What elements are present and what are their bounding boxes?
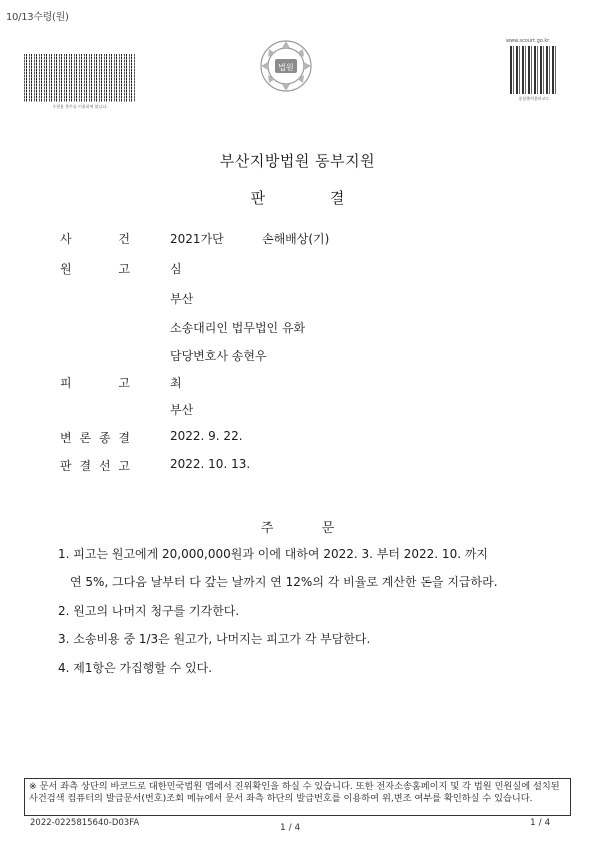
order-item-2: 2. 원고의 나머지 청구를 기각한다.: [58, 604, 240, 618]
order-heading: [0, 517, 595, 536]
label-char: 론: [79, 431, 92, 445]
label-char: 원: [60, 262, 72, 276]
value-case-number: 2021가단: [170, 232, 224, 246]
court-name: 부산지방법원 동부지원: [219, 152, 376, 170]
order-item-3: 3. 소송비용 중 1/3은 원고가, 나머지는 피고가 각 부담한다.: [58, 632, 371, 646]
document-title: [0, 187, 595, 208]
value-plaintiff-lawyer: 담당변호사 송현우: [170, 349, 267, 363]
label-char: 고: [118, 262, 130, 276]
svg-text:법원: 법원: [278, 63, 294, 72]
barcode-caption: 우편용 봉투를 이용하여 봅니다.: [52, 104, 108, 109]
label-char: 선: [98, 459, 111, 473]
value-plaintiff-counsel: 소송대리인 법무법인 유화: [170, 321, 306, 335]
label-char: 고: [118, 459, 130, 473]
verification-barcode: [24, 54, 136, 102]
label-judgment-date: [60, 457, 130, 474]
order-heading-char-1: 주: [260, 521, 274, 536]
value-judgment-date: 2022. 10. 13.: [170, 457, 251, 471]
handwritten-note: 10/13수령(원): [6, 12, 69, 23]
value-hearing-closed-date: 2022. 9. 22.: [170, 429, 243, 443]
label-defendant: [60, 374, 130, 391]
value-case-name: 손해배상(기): [262, 232, 330, 246]
qr-code: [510, 46, 558, 94]
label-char: 고: [118, 376, 130, 390]
order-item-1: 1. 피고는 원고에게 20,000,000원과 이에 대하여 2022. 3. 부터 2022. 10. 까지: [58, 547, 489, 561]
label-plaintiff: [60, 260, 130, 277]
value-defendant-name: 최: [170, 376, 182, 390]
order-heading-char-2: 문: [321, 521, 335, 536]
order-item-1-continued: 연 5%, 그다음 날부터 다 갚는 날까지 연 12%의 각 비율로 계산한 돈을 지급하라.: [70, 575, 498, 589]
scourt-url: www.scourt.go.kr: [506, 38, 550, 44]
document-issue-number: 2022-0225815640-D03FA: [30, 818, 140, 828]
label-char: 결: [79, 459, 92, 473]
label-char: 사: [60, 232, 72, 246]
label-char: 판: [60, 459, 72, 473]
value-defendant-address: 부산: [170, 403, 194, 417]
label-char: 건: [118, 232, 130, 246]
label-char: 종: [98, 431, 111, 445]
qr-caption: 종합출력용바코드: [518, 96, 550, 101]
verification-notice: ※ 문서 좌측 상단의 바코드로 대한민국법원 앱에서 진위확인을 하실 수 있습니다. 또한 전자소송홈페이지 및 각 법원 민원실에 설치된 사건검색 컴퓨터의 발급문서(번호)조회 메뉴에서 문서 좌측 하단의 발급번호를 이용하여 위,변조 여부를 확인하실 수 있습니다.: [24, 778, 571, 816]
page-number: 1 / 4: [280, 823, 301, 833]
label-case: [60, 230, 130, 247]
document-title-char-1: 판: [250, 189, 266, 207]
value-plaintiff-address: 부산: [170, 292, 194, 306]
page-number-right: 1 / 4: [530, 818, 551, 828]
document-title-char-2: 결: [329, 189, 345, 207]
order-item-4: 4. 제1항은 가집행할 수 있다.: [58, 661, 213, 675]
label-char: 피: [60, 376, 72, 390]
court-seal-icon: [258, 38, 314, 94]
label-hearing-closed: [60, 429, 130, 446]
value-plaintiff-name: 심: [170, 262, 182, 276]
label-char: 변: [60, 431, 72, 445]
label-char: 결: [118, 431, 130, 445]
